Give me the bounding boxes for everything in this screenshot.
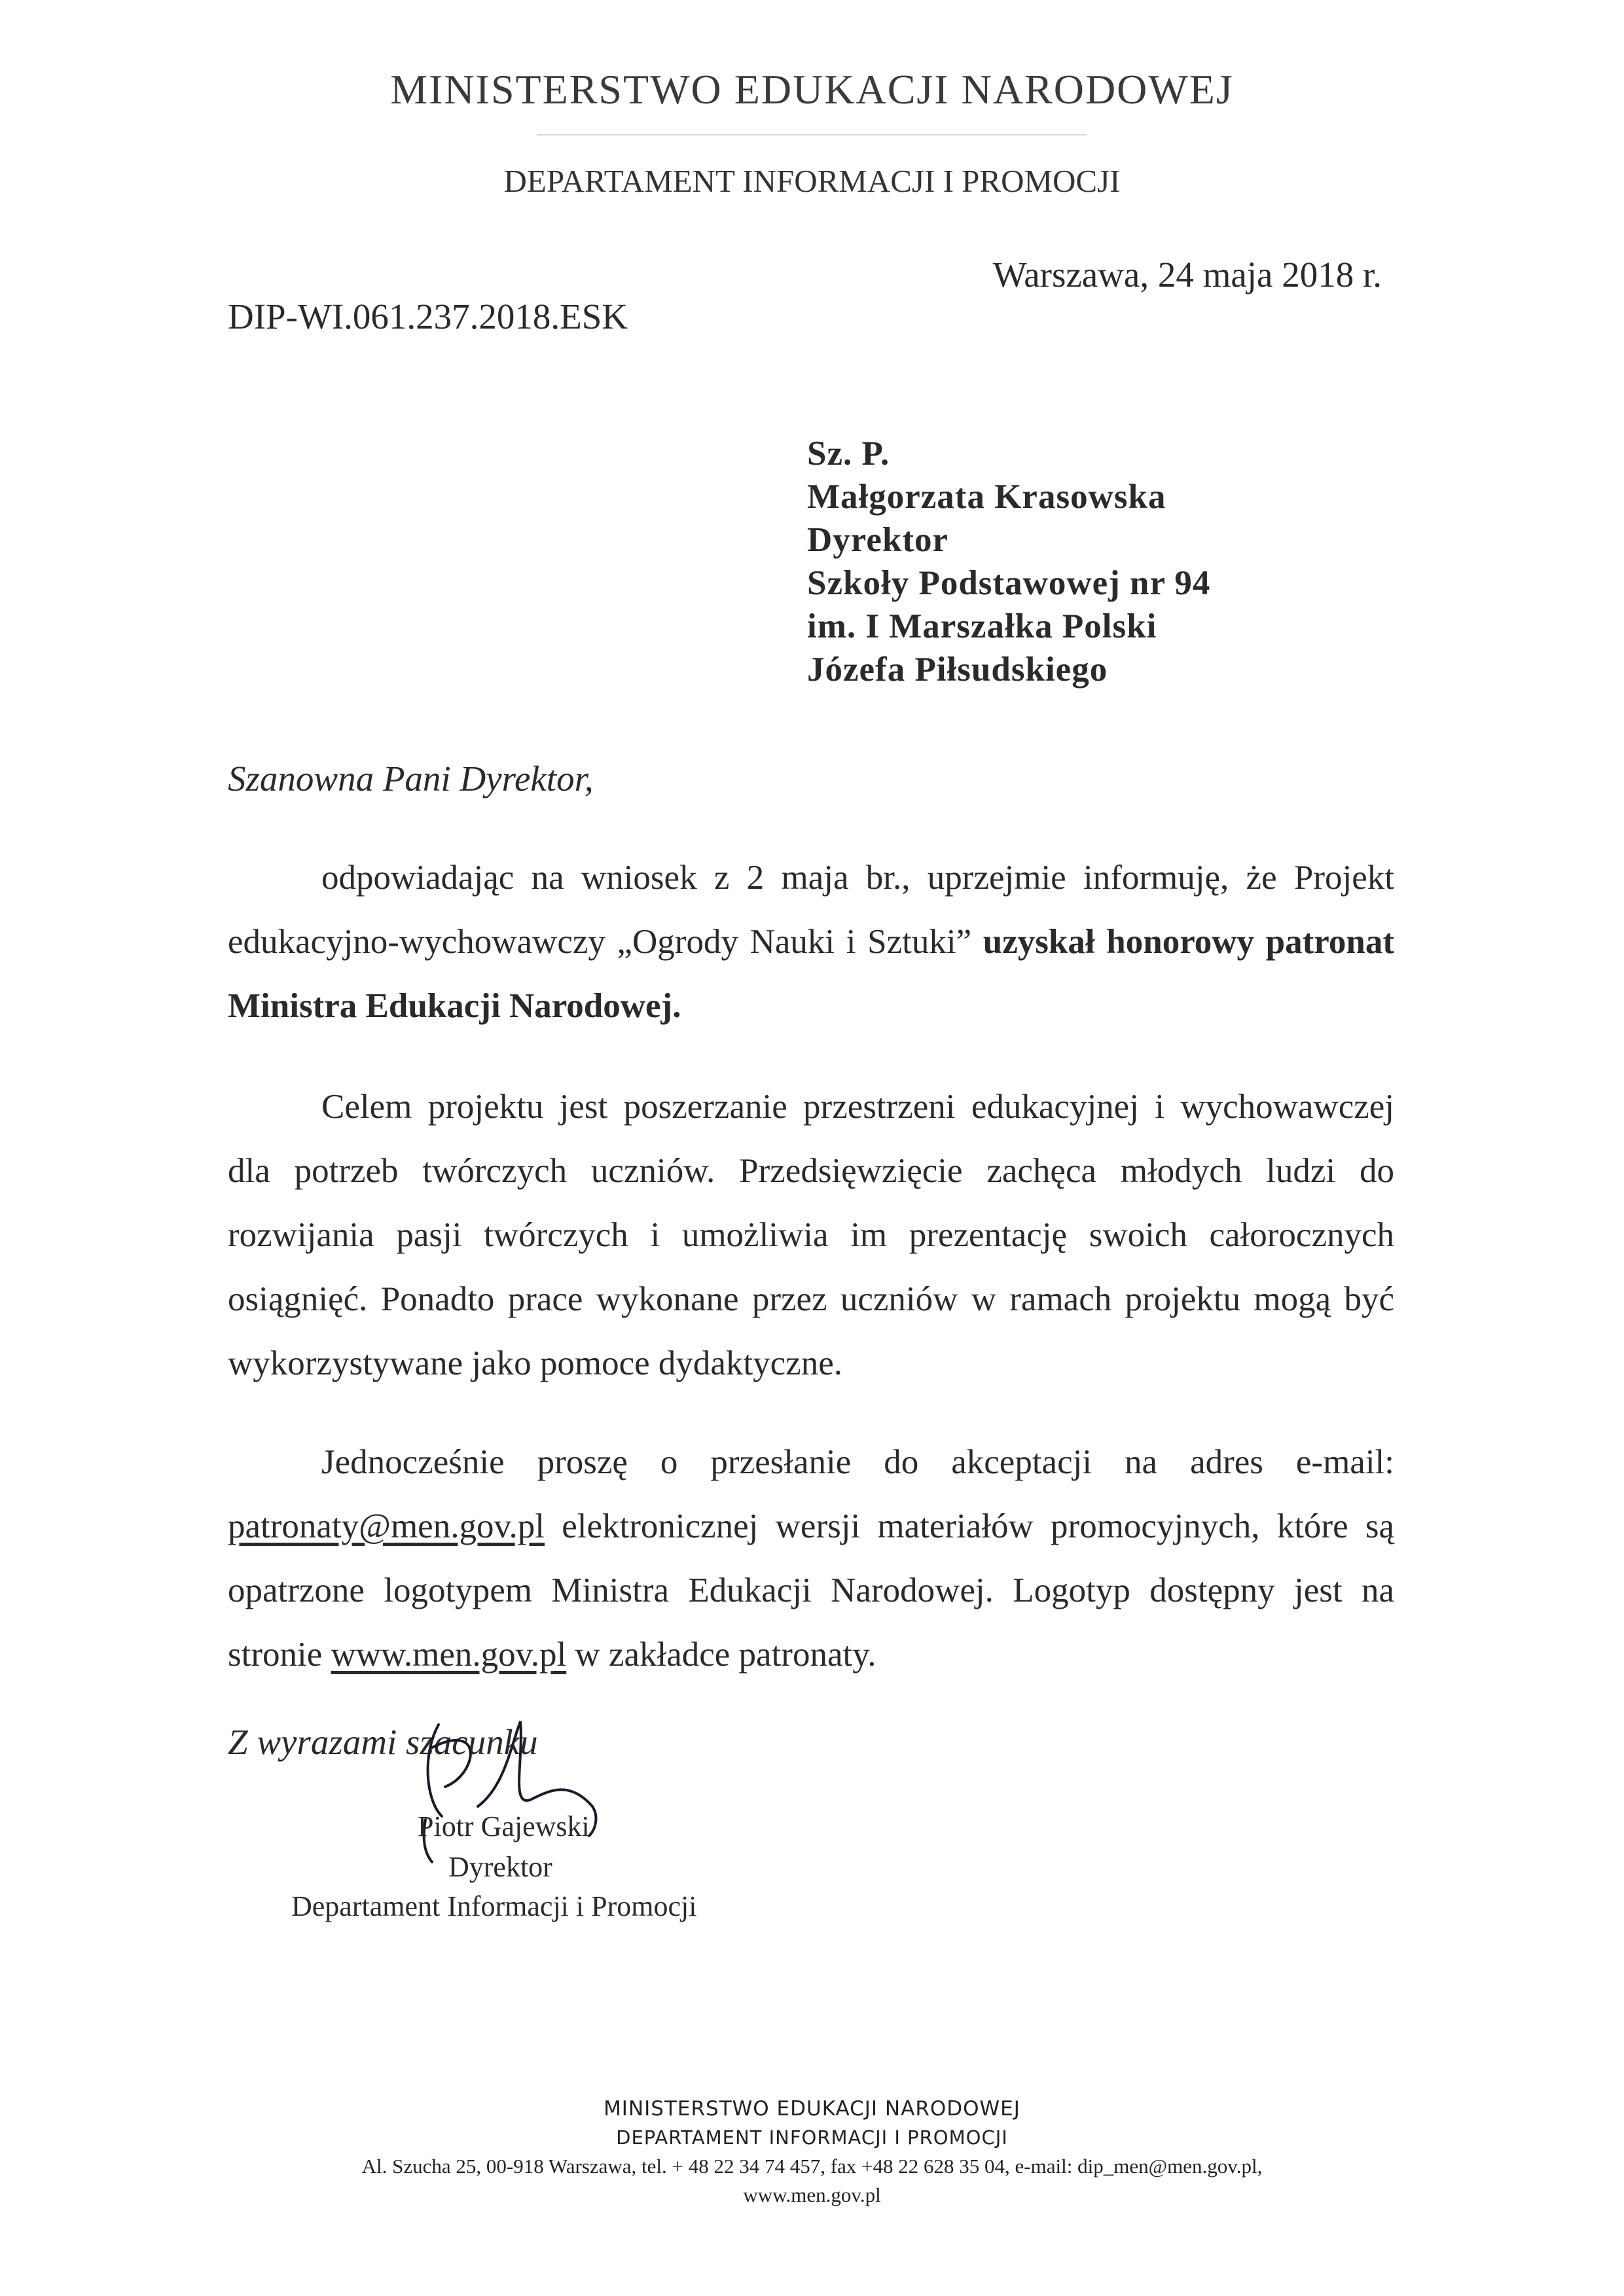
paragraph-text: elektronicznej wersji materiałów promocyjnych, które są opatrzone logotypem Ministra Edukacji Narodowej. Logotyp dostępny jest na stronie — [228, 1507, 1394, 1674]
recipient-name: Małgorzata Krasowska — [807, 478, 1166, 516]
closing-phrase: Z wyrazami szacunku — [228, 1722, 538, 1762]
salutation: Szanowna Pani Dyrektor, — [228, 759, 594, 798]
body-paragraph-2 — [228, 1075, 1394, 1395]
paragraph-text: Jednocześnie proszę o przesłanie do akceptacji na adres e-mail: — [321, 1443, 1394, 1481]
body-paragraph-1 — [228, 846, 1394, 1038]
recipient-line: Józefa Piłsudskiego — [807, 651, 1108, 689]
paragraph-text: w zakładce patronaty. — [566, 1636, 876, 1674]
paragraph-bold-text: uzyskał honorowy patronat Ministra Edukacji Narodowej. — [228, 923, 1394, 1025]
signer-department: Departament Informacji i Promocji — [291, 1890, 697, 1922]
recipient-line: Szkoły Podstawowej nr 94 — [807, 564, 1211, 602]
email-link[interactable]: patronaty@men.gov.pl — [228, 1507, 545, 1545]
footer-department: DEPARTAMENT INFORMACJI I PROMOCJI — [616, 2126, 1008, 2149]
footer-address: Al. Szucha 25, 00-918 Warszawa, tel. + 48 22 34 74 457, fax +48 22 628 35 04, e-mail: dip_men@men.gov.pl, — [361, 2155, 1263, 2178]
signer-name: Piotr Gajewski — [418, 1810, 590, 1842]
recipient-block — [807, 432, 1210, 691]
signer-title: Dyrektor — [448, 1851, 552, 1883]
body-paragraph-3 — [228, 1430, 1394, 1687]
letterhead-ministry: MINISTERSTWO EDUKACJI NARODOWEJ — [390, 66, 1234, 113]
letterhead-divider — [537, 134, 1087, 135]
paragraph-text: odpowiadając na wniosek z 2 maja br., uprzejmie informuję, że Projekt edukacyjno-wychowawczy „Ogrody Nauki i Sztuki” — [228, 859, 1394, 961]
recipient-line: Sz. P. — [807, 435, 890, 473]
footer-website[interactable]: www.men.gov.pl — [743, 2183, 881, 2206]
letterhead-department: DEPARTAMENT INFORMACJI I PROMOCJI — [503, 163, 1121, 199]
recipient-line: im. I Marszałka Polski — [807, 607, 1157, 645]
letter-date: Warszawa, 24 maja 2018 r. — [992, 255, 1382, 295]
reference-number: DIP-WI.061.237.2018.ESK — [228, 296, 628, 336]
recipient-line: Dyrektor — [807, 521, 949, 559]
footer-ministry: MINISTERSTWO EDUKACJI NARODOWEJ — [604, 2097, 1020, 2121]
website-link[interactable]: www.men.gov.pl — [331, 1636, 567, 1674]
paragraph-text: Celem projektu jest poszerzanie przestrzeni edukacyjnej i wychowawczej dla potrzeb twórczych uczniów. Przedsięwzięcie zachęca młodych ludzi do rozwijania pasji twórczych i umożliwia im prezentację swoich całorocznych osiągnięć. Ponadto prace wykonane przez uczniów w ramach projektu mogą być wykorzystywane jako pomoce dydaktyczne. — [228, 1088, 1394, 1382]
